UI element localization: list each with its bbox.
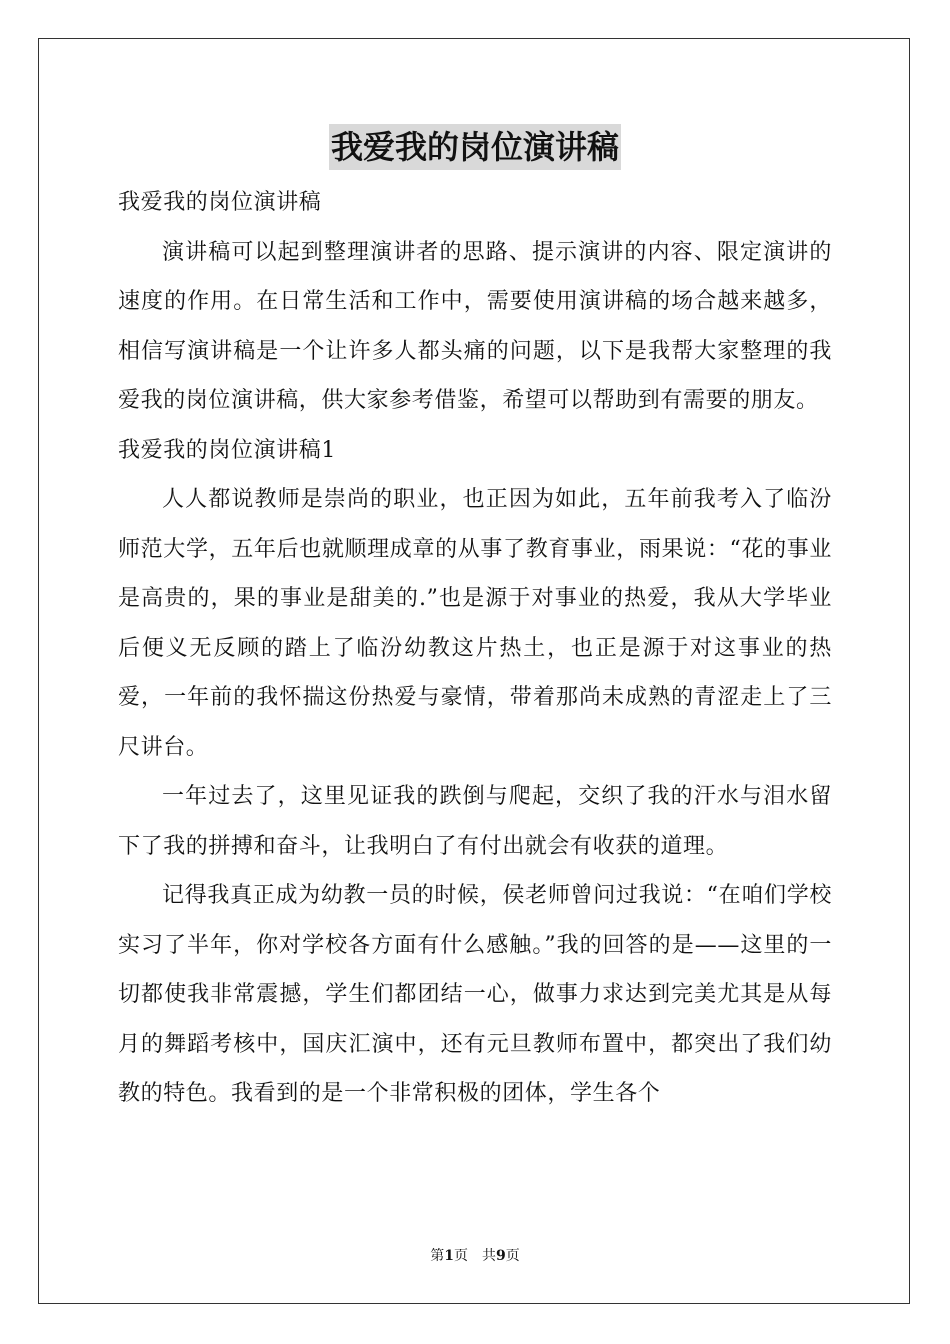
body-paragraph: 一年过去了，这里见证我的跌倒与爬起，交织了我的汗水与泪水留下了我的拼搏和奋斗，让我明白了有付出就会有收获的道理。 (118, 784, 832, 859)
body-paragraph: 人人都说教师是崇尚的职业，也正因为如此，五年前我考入了临汾师范大学，五年后也就顺理成章的从事了教育事业，雨果说：“花的事业是高贵的，果的事业是甜美的.”也是源于对事业的热爱，我从大学毕业后便义无反顾的踏上了临汾幼教这片热土，也正是源于对这事业的热爱，一年前的我怀揣这份热爱与豪情，带着那尚未成熟的青涩走上了三尺讲台。 (118, 487, 832, 760)
page-footer (0, 1246, 950, 1266)
footer-total-prefix: 共 (482, 1248, 496, 1264)
footer-total-pages: 9 (496, 1248, 506, 1264)
body-paragraph: 记得我真正成为幼教一员的时候，侯老师曾问过我说：“在咱们学校实习了半年，你对学校各方面有什么感触。”我的回答的是——这里的一切都使我非常震撼，学生们都团结一心，做事力求达到完美尤其是从每月的舞蹈考核中，国庆汇演中，还有元旦教师布置中，都突出了我们幼教的特色。我看到的是一个非常积极的团体，学生各个 (118, 883, 832, 1106)
title-container (0, 124, 950, 170)
section-heading: 我爱我的岗位演讲稿1 (118, 437, 336, 463)
footer-total-unit: 页 (505, 1248, 520, 1264)
document-title: 我爱我的岗位演讲稿 (329, 124, 621, 170)
footer-page-prefix: 第 (430, 1248, 445, 1264)
document-body (118, 178, 832, 1119)
section-heading: 我爱我的岗位演讲稿 (118, 190, 322, 215)
footer-page-number: 1 (444, 1248, 454, 1264)
footer-page-unit: 页 (454, 1248, 468, 1264)
body-paragraph: 演讲稿可以起到整理演讲者的思路、提示演讲的内容、限定演讲的速度的作用。在日常生活和工作中，需要使用演讲稿的场合越来越多，相信写演讲稿是一个让许多人都头痛的问题，以下是我帮大家整理的我爱我的岗位演讲稿，供大家参考借鉴，希望可以帮助到有需要的朋友。 (118, 239, 832, 413)
